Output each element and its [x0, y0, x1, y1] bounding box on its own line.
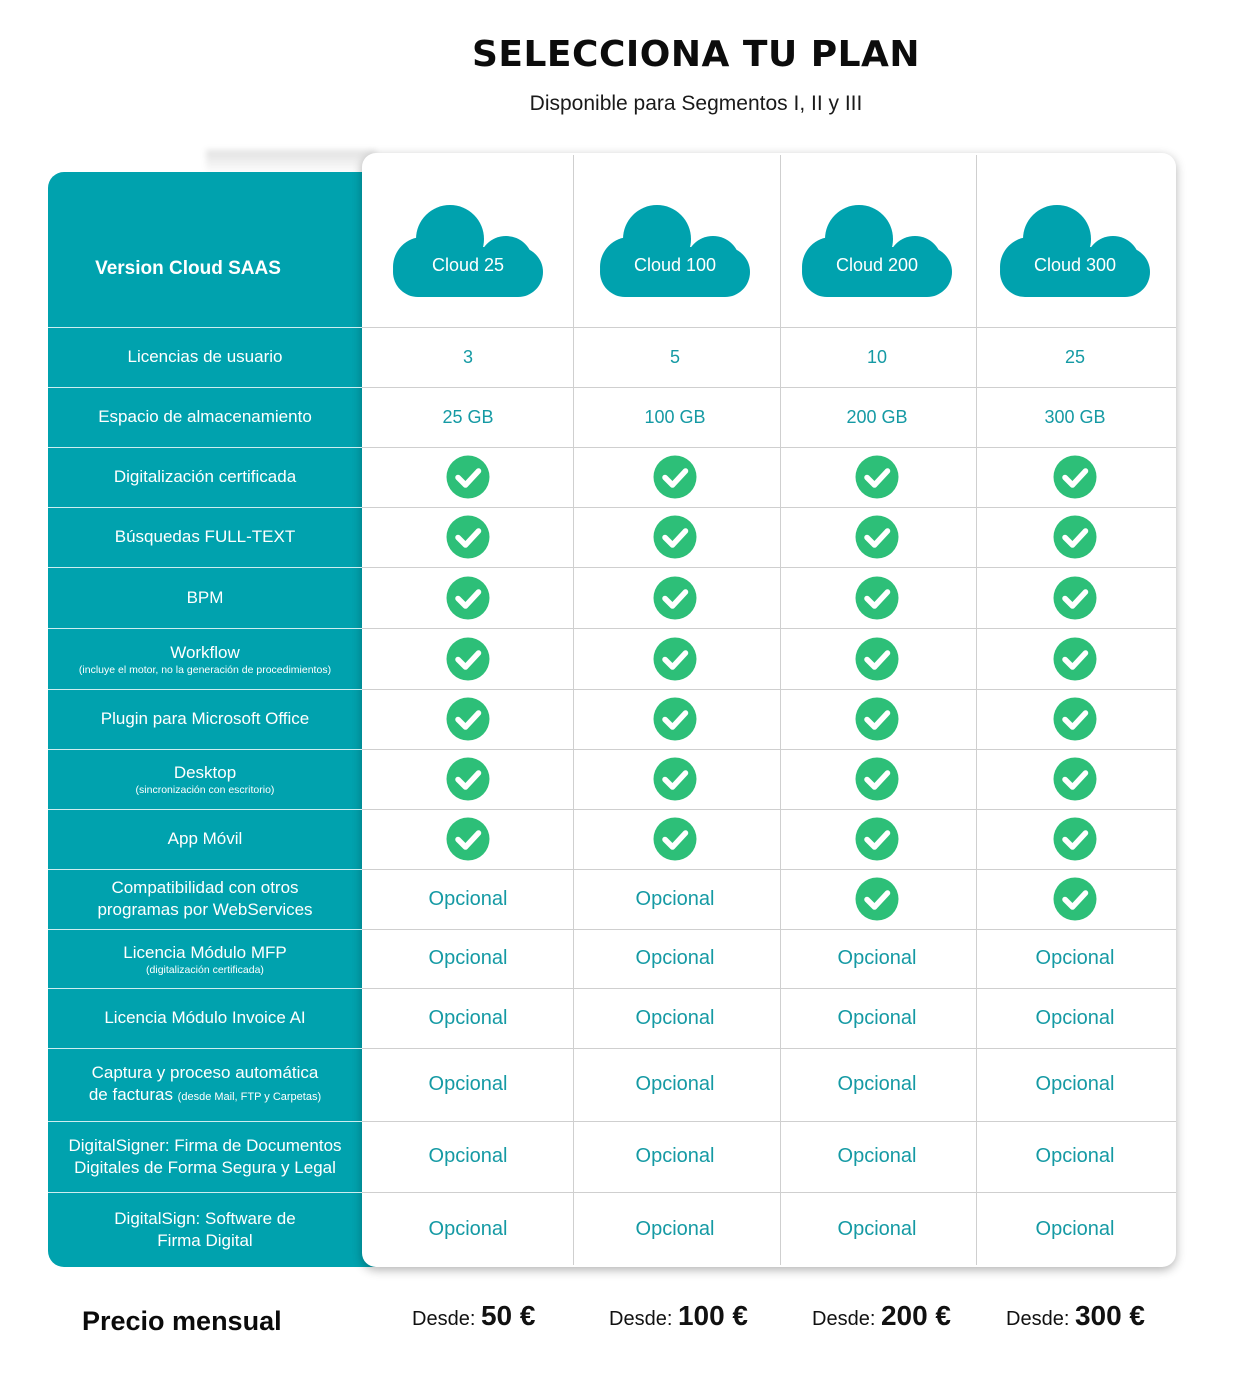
price-prefix: Desde:	[412, 1308, 481, 1330]
check-circle-icon	[1053, 697, 1097, 741]
feature-label	[48, 387, 362, 447]
cell-value: Opcional	[837, 1073, 917, 1095]
cell-value: Opcional	[635, 1006, 715, 1029]
cloud-icon	[1000, 205, 1150, 300]
plan-header-1[interactable]	[393, 205, 543, 305]
plan-cell	[787, 628, 967, 689]
plan-name: Cloud 25	[431, 255, 505, 275]
included-check	[855, 757, 899, 801]
check-circle-icon	[855, 877, 899, 921]
plan-cell	[985, 628, 1165, 689]
feature-label	[48, 929, 362, 988]
plan-cell	[585, 628, 765, 689]
plan-cell	[585, 929, 765, 988]
check-circle-icon	[1053, 515, 1097, 559]
plan-cell	[378, 567, 558, 628]
plan-cell	[787, 567, 967, 628]
feature-label	[48, 628, 362, 689]
plan-cell	[985, 809, 1165, 869]
feature-label-text: Licencias de usuario	[127, 347, 283, 366]
included-check	[1053, 637, 1097, 681]
plan-cell	[585, 869, 765, 929]
included-check	[855, 515, 899, 559]
cell-value: 100 GB	[644, 406, 706, 427]
plan-cell	[985, 447, 1165, 507]
included-check	[446, 697, 490, 741]
feature-label-text: App Móvil	[167, 829, 243, 848]
feature-label-text: Digitalización certificada	[113, 467, 297, 486]
cell-value: Opcional	[428, 1006, 508, 1029]
feature-note: (digitalización certificada)	[146, 963, 264, 976]
check-circle-icon	[653, 455, 697, 499]
check-circle-icon	[1053, 817, 1097, 861]
feature-label-text: Espacio de almacenamiento	[98, 407, 312, 426]
plan-cell	[787, 327, 967, 387]
check-circle-icon	[1053, 576, 1097, 620]
included-check	[446, 576, 490, 620]
feature-label	[48, 869, 362, 929]
plan-cell	[378, 447, 558, 507]
feature-label-line: Firma Digital	[157, 1230, 253, 1250]
cloud-icon	[393, 205, 543, 300]
included-check	[653, 757, 697, 801]
cell-value: Opcional	[635, 1145, 715, 1167]
cell-value: Opcional	[837, 1145, 917, 1167]
column-divider	[780, 155, 781, 1265]
cell-value: Opcional	[428, 1145, 508, 1167]
feature-label	[48, 689, 362, 749]
feature-label	[48, 1192, 362, 1267]
cell-value: Opcional	[428, 1073, 508, 1095]
check-circle-icon	[653, 576, 697, 620]
plan-cell	[787, 1048, 967, 1121]
plan-price	[609, 1300, 748, 1332]
plan-cell	[985, 869, 1165, 929]
plan-header-2[interactable]	[600, 205, 750, 305]
plan-cell	[378, 988, 558, 1048]
check-circle-icon	[446, 515, 490, 559]
feature-label-line: DigitalSign: Software de	[114, 1208, 296, 1228]
price-prefix: Desde:	[1006, 1308, 1075, 1330]
feature-label	[48, 447, 362, 507]
plan-cell	[585, 327, 765, 387]
plan-cell	[585, 1048, 765, 1121]
included-check	[855, 877, 899, 921]
plan-name: Cloud 200	[835, 255, 919, 275]
price-prefix: Desde:	[812, 1308, 881, 1330]
price-value: 300 €	[1074, 1300, 1146, 1331]
check-circle-icon	[855, 697, 899, 741]
plan-cell	[585, 567, 765, 628]
check-circle-icon	[653, 757, 697, 801]
version-label: Version Cloud SAAS	[95, 258, 281, 279]
feature-label-line: programas por WebServices	[97, 900, 313, 919]
cell-value: 25	[1064, 346, 1086, 367]
plan-cell	[787, 507, 967, 567]
included-check	[855, 637, 899, 681]
check-circle-icon	[653, 817, 697, 861]
cell-value: Opcional	[837, 947, 917, 969]
plan-cell	[985, 689, 1165, 749]
plan-price	[812, 1300, 951, 1332]
cell-value: Opcional	[428, 947, 508, 969]
price-prefix: Desde:	[609, 1308, 678, 1330]
cell-value: Opcional	[428, 887, 508, 910]
cell-value: Opcional	[1035, 947, 1115, 969]
feature-label-text: Licencia Módulo Invoice AI	[104, 1008, 306, 1027]
feature-note: (sincronización con escritorio)	[135, 784, 275, 796]
feature-label-text: de facturas	[88, 1084, 178, 1104]
cell-value: 3	[462, 346, 473, 367]
cell-value: Opcional	[635, 1073, 715, 1095]
included-check	[1053, 515, 1097, 559]
feature-label-line: Compatibilidad con otros	[111, 878, 299, 897]
included-check	[1053, 576, 1097, 620]
check-circle-icon	[446, 817, 490, 861]
cell-value: Opcional	[837, 1218, 917, 1240]
plan-cell	[585, 507, 765, 567]
plan-name: Cloud 300	[1033, 255, 1117, 275]
check-circle-icon	[1053, 455, 1097, 499]
cell-value: Opcional	[1035, 1006, 1115, 1029]
plan-cell	[985, 988, 1165, 1048]
included-check	[653, 697, 697, 741]
feature-label-text: Plugin para Microsoft Office	[100, 709, 310, 728]
header-shadow	[206, 150, 376, 174]
plan-cell	[585, 689, 765, 749]
included-check	[1053, 697, 1097, 741]
check-circle-icon	[653, 515, 697, 559]
cell-value: Opcional	[635, 947, 715, 969]
check-circle-icon	[855, 757, 899, 801]
price-label: Precio mensual	[82, 1306, 282, 1336]
cloud-icon	[600, 205, 750, 300]
plan-cell	[378, 809, 558, 869]
plan-cell	[787, 689, 967, 749]
plan-cell	[378, 1121, 558, 1192]
feature-label-text: Desktop	[173, 763, 237, 782]
feature-note: (incluye el motor, no la generación de procedimientos)	[78, 663, 332, 676]
feature-label-text: Búsquedas FULL-TEXT	[114, 527, 296, 546]
cell-value: Opcional	[1035, 1218, 1115, 1240]
plan-cell	[787, 749, 967, 809]
cell-value: 300 GB	[1044, 406, 1106, 427]
included-check	[855, 817, 899, 861]
feature-label	[48, 988, 362, 1048]
feature-label	[48, 1048, 362, 1121]
cell-value: 200 GB	[846, 406, 908, 427]
check-circle-icon	[446, 757, 490, 801]
plan-cell	[985, 327, 1165, 387]
price-value: 100 €	[677, 1300, 749, 1331]
plan-cell	[787, 447, 967, 507]
plan-cell	[585, 1121, 765, 1192]
price-value: 200 €	[880, 1300, 952, 1331]
plan-cell	[585, 749, 765, 809]
included-check	[855, 697, 899, 741]
plan-cell	[985, 567, 1165, 628]
feature-label	[48, 327, 362, 387]
check-circle-icon	[1053, 757, 1097, 801]
feature-label-text: Workflow	[170, 642, 240, 662]
plan-price	[412, 1300, 535, 1332]
price-value: 50 €	[480, 1300, 536, 1331]
included-check	[446, 637, 490, 681]
column-divider	[976, 155, 977, 1265]
plan-cell	[985, 1192, 1165, 1267]
plan-cell	[585, 809, 765, 869]
plan-cell	[787, 1121, 967, 1192]
feature-label-line: Digitales de Forma Segura y Legal	[74, 1157, 336, 1177]
feature-label-line: Captura y proceso automática	[91, 1062, 319, 1082]
column-divider	[573, 155, 574, 1265]
plan-cell	[985, 507, 1165, 567]
included-check	[1053, 455, 1097, 499]
cell-value: Opcional	[428, 1218, 508, 1240]
plan-cell	[985, 749, 1165, 809]
included-check	[446, 455, 490, 499]
cell-value: 5	[669, 346, 680, 367]
included-check	[855, 455, 899, 499]
cell-value: Opcional	[1035, 1073, 1115, 1095]
included-check	[446, 515, 490, 559]
cloud-icon	[802, 205, 952, 300]
feature-label	[48, 507, 362, 567]
feature-label-text: BPM	[186, 587, 224, 607]
plan-cell	[787, 809, 967, 869]
cell-value: Opcional	[635, 1218, 715, 1240]
feature-label	[48, 749, 362, 809]
included-check	[653, 637, 697, 681]
cell-value: Opcional	[1035, 1145, 1115, 1167]
plan-cell	[378, 327, 558, 387]
included-check	[653, 515, 697, 559]
included-check	[1053, 757, 1097, 801]
check-circle-icon	[855, 817, 899, 861]
plan-cell	[378, 929, 558, 988]
plan-cell	[787, 869, 967, 929]
plan-cell	[985, 1121, 1165, 1192]
plan-cell	[985, 929, 1165, 988]
plan-cell	[585, 1192, 765, 1267]
cell-value: 25 GB	[442, 406, 494, 427]
page-subtitle: Disponible para Segmentos I, II y III	[529, 92, 863, 115]
included-check	[653, 817, 697, 861]
feature-label	[48, 567, 362, 628]
plan-cell	[585, 387, 765, 447]
plan-cell	[585, 988, 765, 1048]
page-title: SELECCIONA TU PLAN	[471, 34, 921, 75]
plan-cell	[787, 387, 967, 447]
plan-cell	[787, 988, 967, 1048]
included-check	[446, 757, 490, 801]
check-circle-icon	[855, 637, 899, 681]
included-check	[1053, 817, 1097, 861]
feature-note: (desde Mail, FTP y Carpetas)	[177, 1090, 322, 1103]
feature-label-line: DigitalSigner: Firma de Documentos	[68, 1135, 342, 1155]
plan-header-3[interactable]	[802, 205, 952, 305]
feature-label-line-wrap	[89, 1084, 321, 1108]
included-check	[653, 455, 697, 499]
plan-cell	[585, 447, 765, 507]
check-circle-icon	[446, 576, 490, 620]
check-circle-icon	[1053, 637, 1097, 681]
included-check	[1053, 877, 1097, 921]
check-circle-icon	[446, 455, 490, 499]
plan-cell	[378, 689, 558, 749]
plan-cell	[985, 1048, 1165, 1121]
plan-cell	[378, 628, 558, 689]
plan-cell	[378, 387, 558, 447]
plan-cell	[378, 1048, 558, 1121]
check-circle-icon	[855, 576, 899, 620]
check-circle-icon	[855, 455, 899, 499]
check-circle-icon	[653, 637, 697, 681]
plan-cell	[378, 507, 558, 567]
included-check	[446, 817, 490, 861]
check-circle-icon	[653, 697, 697, 741]
plan-name: Cloud 100	[633, 255, 717, 275]
plan-cell	[378, 869, 558, 929]
plan-header-4[interactable]	[1000, 205, 1150, 305]
cell-value: Opcional	[837, 1006, 917, 1029]
plan-cell	[787, 929, 967, 988]
plan-cell	[787, 1192, 967, 1267]
included-check	[653, 576, 697, 620]
cell-value: 10	[866, 346, 888, 367]
check-circle-icon	[855, 515, 899, 559]
feature-label-text: Licencia Módulo MFP	[123, 942, 287, 962]
plan-cell	[378, 749, 558, 809]
feature-label	[48, 809, 362, 869]
cell-value: Opcional	[635, 887, 715, 910]
plan-price	[1006, 1300, 1145, 1332]
check-circle-icon	[1053, 877, 1097, 921]
plan-cell	[378, 1192, 558, 1267]
check-circle-icon	[446, 637, 490, 681]
check-circle-icon	[446, 697, 490, 741]
feature-label	[48, 1121, 362, 1192]
included-check	[855, 576, 899, 620]
plan-cell	[985, 387, 1165, 447]
